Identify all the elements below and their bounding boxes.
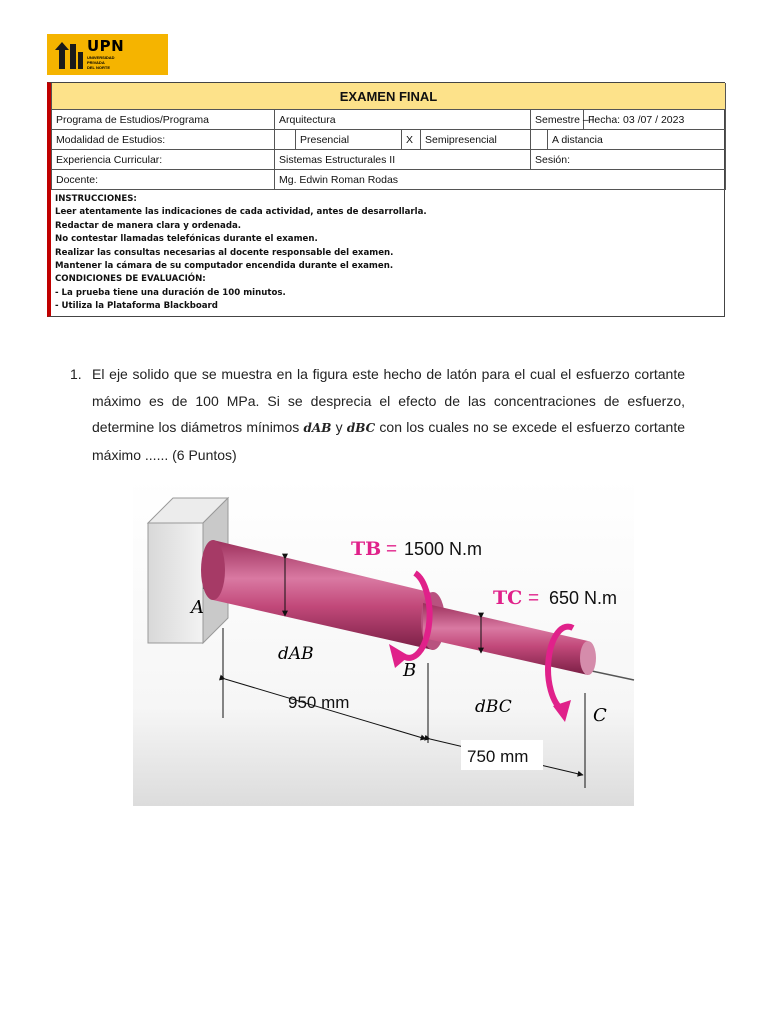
torque-c-equals: =: [528, 588, 540, 609]
presencial-mark: X: [402, 130, 421, 150]
instructions-heading: INSTRUCCIONES:: [55, 194, 137, 204]
exam-header-table: [47, 82, 725, 317]
length-ab: 950 mm: [288, 693, 350, 712]
torque-b-equals: =: [386, 539, 398, 560]
question-text: El eje solido que se muestra en la figura este hecho de latón para el cual el esfuerzo cortante máximo es de 100 MPa. Si se desprecia el efecto de las concentraciones de esfuerzo, determine los diámetros mínimos dAB y dBC con los cuales no se excede el esfuerzo cortante máximo ...... (6 Puntos): [92, 366, 686, 463]
upn-logo: [47, 34, 168, 75]
shaft-figure: [133, 478, 634, 806]
semestre: Semestre – I: [531, 110, 584, 130]
fecha: Fecha: 03 /07 / 2023: [584, 110, 726, 130]
conditions-heading: CONDICIONES DE EVALUACIÓN:: [55, 274, 206, 285]
sesion-label: Sesión:: [531, 150, 726, 170]
docente-label: Docente:: [52, 170, 275, 190]
experiencia-label: Experiencia Curricular:: [52, 150, 275, 170]
torque-b-symbol: TB: [351, 538, 382, 560]
presencial-option: Presencial: [296, 130, 402, 150]
distancia-option: A distancia: [548, 130, 726, 150]
programa-value: Arquitectura: [275, 110, 531, 130]
instructions-block: [51, 190, 724, 316]
label-b: B: [403, 660, 417, 681]
logo-brand: UPN: [87, 37, 125, 55]
instruction-item: No contestar llamadas telefónicas durante el examen.: [55, 234, 318, 245]
experiencia-value: Sistemas Estructurales II: [275, 150, 531, 170]
exam-title: EXAMEN FINAL: [52, 83, 726, 110]
instruction-item: Leer atentamente las indicaciones de cada actividad, antes de desarrollarla.: [55, 207, 427, 218]
torque-b-value: 1500 N.m: [404, 539, 483, 559]
programa-label: Programa de Estudios/Programa: [52, 110, 275, 130]
label-a: A: [191, 597, 204, 618]
question-1: [70, 361, 685, 468]
instruction-item: Realizar las consultas necesarias al docente responsable del examen.: [55, 247, 394, 258]
question-number: 1.: [70, 366, 82, 382]
d-ab-symbol: dAB: [303, 421, 332, 435]
label-c: C: [593, 705, 607, 726]
d-bc-symbol: dBC: [346, 421, 376, 435]
condition-item: - Utiliza la Plataforma Blackboard: [55, 301, 218, 312]
semipresencial-option: Semipresencial: [421, 130, 531, 150]
logo-sub-1: UNIVERSIDAD: [87, 55, 115, 60]
upn-logo-mark-icon: [51, 38, 85, 72]
instruction-item: Redactar de manera clara y ordenada.: [55, 220, 242, 231]
length-bc: 750 mm: [467, 747, 529, 766]
label-dbc: dBC: [475, 697, 512, 717]
logo-sub-3: DEL NORTE: [87, 65, 111, 70]
label-dab: dAB: [278, 644, 314, 664]
docente-value: Mg. Edwin Roman Rodas: [275, 170, 726, 190]
condition-item: - La prueba tiene una duración de 100 minutos.: [55, 287, 286, 298]
torque-c-value: 650 N.m: [549, 588, 618, 608]
logo-sub-2: PRIVADA: [87, 60, 105, 65]
modalidad-label: Modalidad de Estudios:: [52, 130, 275, 150]
instruction-item: Mantener la cámara de su computador encendida durante el examen.: [55, 261, 394, 272]
torque-c-symbol: TC: [493, 587, 523, 609]
